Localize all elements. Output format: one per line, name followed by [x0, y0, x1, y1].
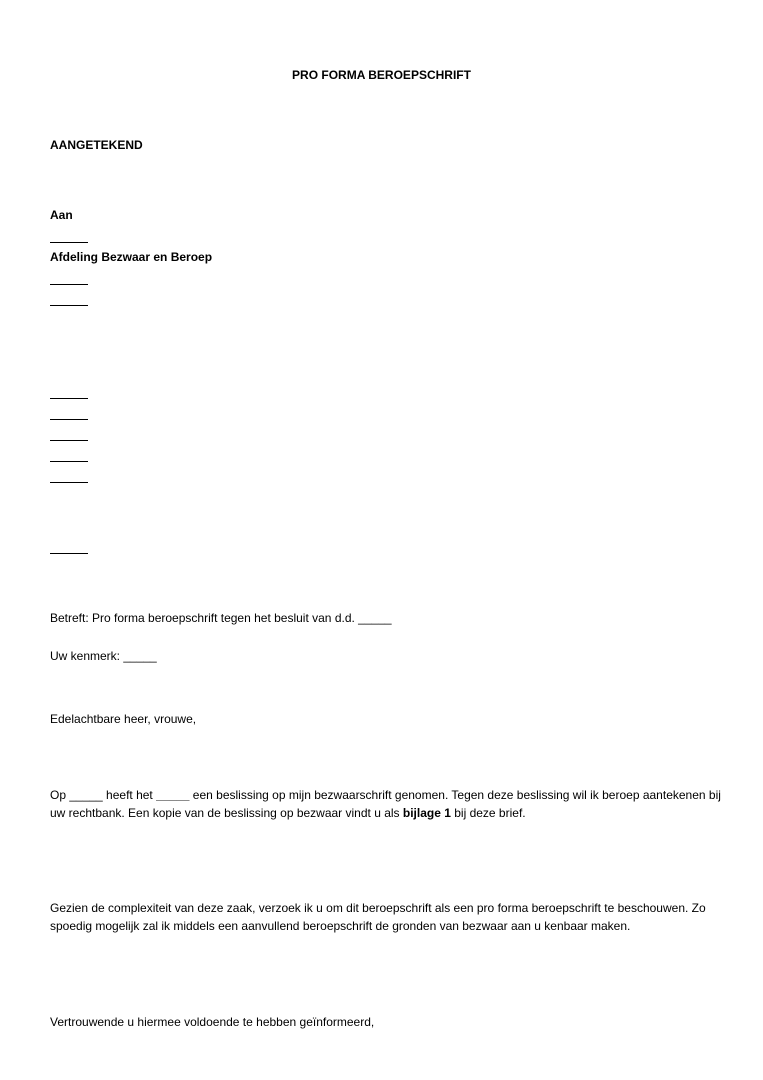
- document-title: PRO FORMA BEROEPSCHRIFT: [292, 68, 471, 82]
- paragraph-pro-forma-request: Gezien de complexiteit van deze zaak, verzoek ik u om dit beroepschrift als een pro forma beroepschrift te beschouwen. Zo spoedig mogelijk zal ik middels een aanvullend beroepschrift de gronden van bezwaar aan u kenbaar maken.: [50, 901, 706, 933]
- paragraph-decision-part-3: bij deze brief.: [450, 806, 526, 820]
- subject-line: Betreft: Pro forma beroepschrift tegen het besluit van d.d. _____: [50, 611, 392, 625]
- paragraph-decision-bold-blank: _____: [156, 788, 190, 802]
- sender-blank-5: [50, 482, 88, 483]
- addressee-blank-2: [50, 284, 88, 285]
- paragraph-decision-part-1: Op _____ heeft het: [50, 788, 157, 802]
- sender-blank-2: [50, 419, 88, 420]
- date-blank: [50, 553, 88, 554]
- delivery-method: AANGETEKEND: [50, 138, 143, 152]
- paragraph-decision: [50, 786, 730, 822]
- closing-line: Vertrouwende u hiermee voldoende te hebben geïnformeerd,: [50, 1015, 375, 1029]
- sender-blank-1: [50, 398, 88, 399]
- sender-blank-3: [50, 440, 88, 441]
- addressee-blank-1: [50, 242, 88, 243]
- addressee-blank-3: [50, 305, 88, 306]
- addressee-label: Aan: [50, 208, 73, 222]
- salutation: Edelachtbare heer, vrouwe,: [50, 712, 197, 726]
- sender-blank-4: [50, 461, 88, 462]
- attachment-reference: bijlage 1: [402, 806, 451, 820]
- reference-line: Uw kenmerk: _____: [50, 649, 157, 663]
- paragraph-decision-part-2: een beslissing op mijn bezwaarschrift genomen. Tegen deze beslissing wil ik beroep aantekenen bij uw rechtbank. Een kopie van de beslissing op bezwaar vindt u als: [50, 788, 721, 820]
- addressee-department: Afdeling Bezwaar en Beroep: [50, 250, 213, 264]
